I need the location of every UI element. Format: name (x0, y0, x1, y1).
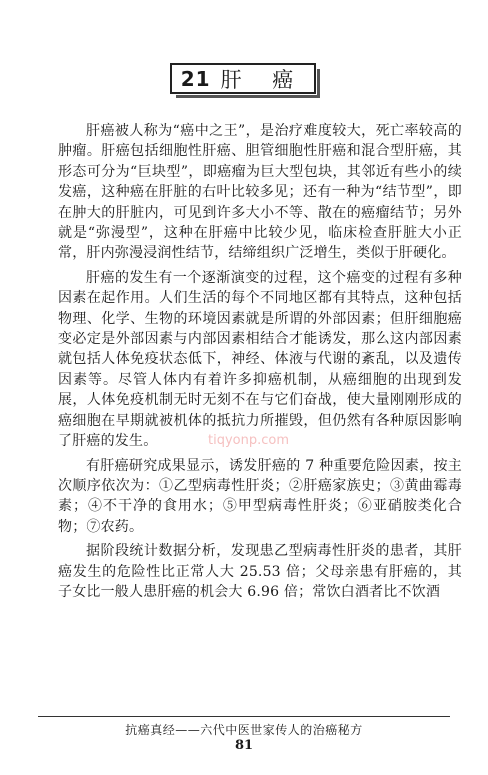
paragraph-3: 有肝癌研究成果显示，诱发肝癌的 7 种重要危险因素，按主次顺序依次为：①乙型病毒性肝炎；②肝癌家族史；③黄曲霉毒素；④不干净的食用水；⑤甲型病毒性肝炎；⑥亚硝胺类化合物；⑦农药。 (58, 457, 462, 535)
chapter-heading (170, 63, 316, 94)
paragraph-1: 肝癌被人称为“癌中之王”，是治疗难度较大，死亡率较高的肿瘤。肝癌包括细胞性肝癌、胆管细胞性肝癌和混合型肝癌，其形态可分为“巨块型”，即癌瘤为巨大型包块，其邻近有些小的续发癌，这种癌在肝脏的右叶比较多见；还有一种为“结节型”，即在肿大的肝脏内，可见到许多大小不等、散在的癌瘤结节；另外就是“弥漫型”，这种在肝癌中比较少见，临床检查肝脏大小正常，肝内弥漫浸润性结节，结缔组织广泛增生，类似于肝硬化。 (58, 123, 462, 262)
page-number: 81 (234, 738, 254, 753)
body-text (58, 121, 462, 602)
paragraph-2: 肝癌的发生有一个逐渐演变的过程，这个癌变的过程有多种因素在起作用。人们生活的每个不同地区都有其特点，这种包括物理、化学、生物的环境因素就是所谓的外部因素；但肝细胞癌变必定是外部因素与内部因素相结合才能诱发，那么这内部因素就包括人体免疫状态低下，神经、体液与代谢的紊乱，以及遗传因素等。尽管人体内有着许多抑癌机制，从癌细胞的出现到发展，人体免疫机制无时无刻不在与它们奋战，使大量刚刚形成的癌细胞在早期就被机体的抵抗力所摧毁，但仍然有各种原因影响了肝癌的发生。 (58, 269, 462, 450)
watermark: tiqyonp.com (208, 433, 289, 448)
footer-book-title: 抗癌真经——六代中医世家传人的治癌秘方 (125, 723, 363, 737)
chapter-title: 肝 癌 (220, 67, 306, 92)
footer-divider (38, 716, 450, 717)
paragraph-4: 据阶段统计数据分析，发现患乙型病毒性肝炎的患者，其肝癌发生的危险性比正常人大 25.53 倍；父母亲患有肝癌的，其子女比一般人患肝癌的机会大 6.96 倍；常饮白酒者比不饮酒 (58, 543, 462, 600)
chapter-number: 21 (180, 66, 211, 91)
